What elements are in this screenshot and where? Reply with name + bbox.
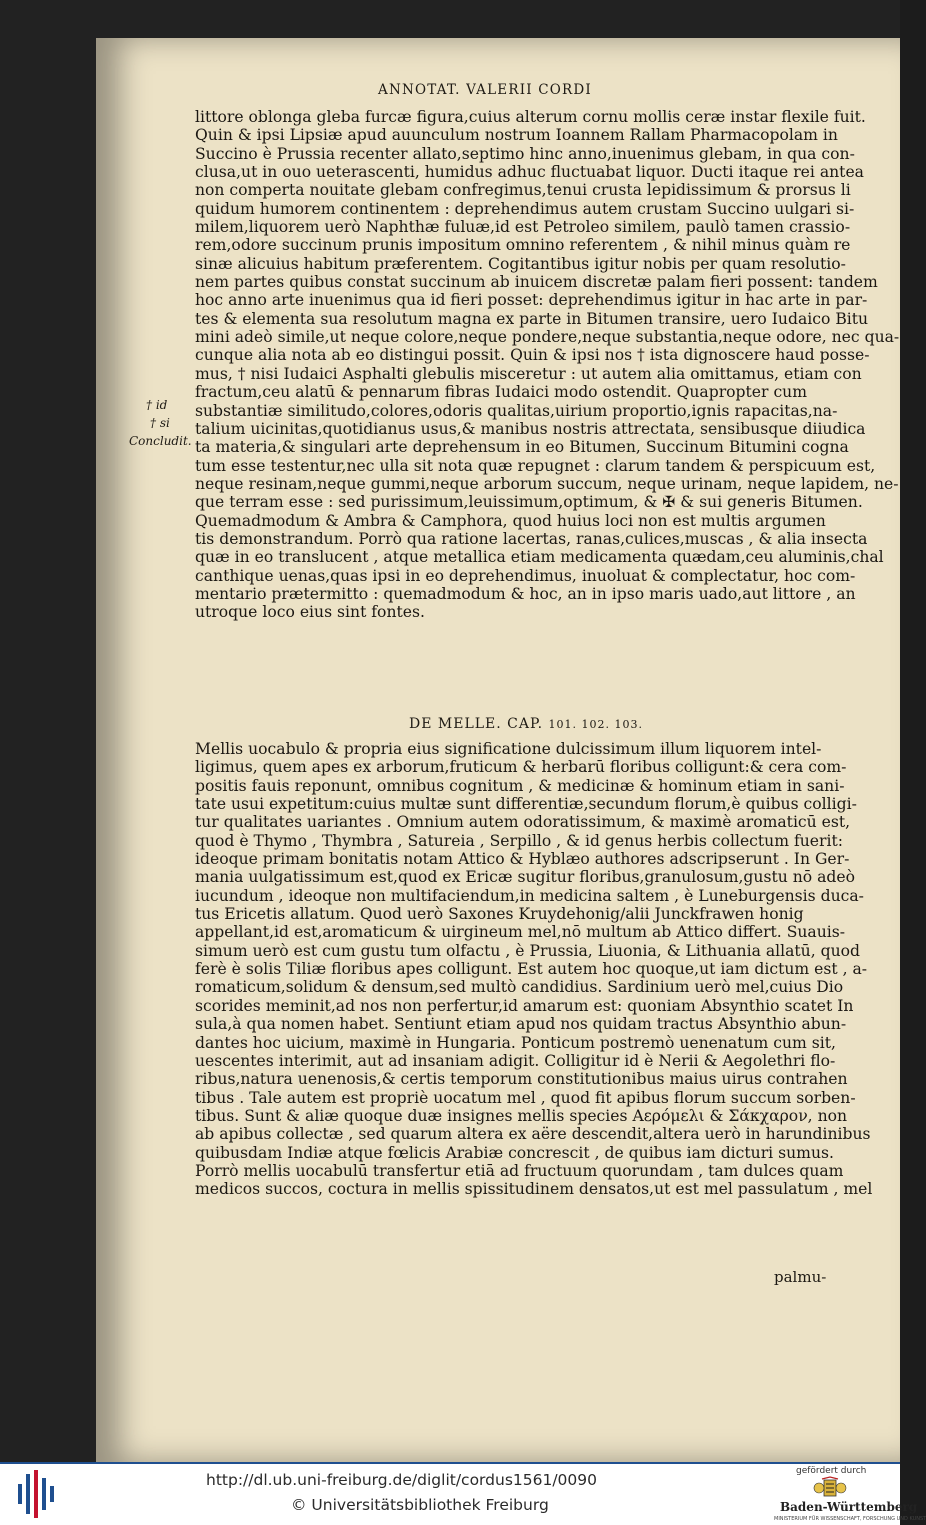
chapter-text-line: uescentes interimit, aut ad insaniam adigit. Colligitur id è Nerii & Aegolethri flo- (195, 1051, 836, 1070)
text-line: substantiæ similitudo,colores,odoris qualitas,uirium proportio,ignis rapacitas,na- (195, 401, 838, 420)
chapter-title: DE MELLE. CAP. (409, 716, 544, 732)
text-line: Succino è Prussia recenter allato,septimo hinc anno,inuenimus glebam, in qua con- (195, 144, 855, 163)
chapter-text-line: ideoque primam bonitatis notam Attico & Hyblæo authores adscripserunt . In Ger- (195, 850, 850, 869)
chapter-text-line: tus Ericetis allatum. Quod uerò Saxones Kruydehonig/alii Junckfrawen honig (195, 905, 804, 924)
chapter-text-line: ligimus, quem apes ex arborum,fruticum & herbarū floribus colligunt:& cera com- (195, 758, 847, 777)
chapter-text-line: dantes hoc uicium, maximè in Hungaria. Ponticum postremò uenenatum cum sit, (195, 1033, 837, 1052)
sponsor-label: gefördert durch (796, 1466, 867, 1476)
chapter-text-line: ferè è solis Tiliæ floribus apes colligunt. Est autem hoc quoque,ut iam dictum est , a- (195, 960, 868, 979)
text-line: mus, † nisi Iudaici Asphalti glebulis misceretur : ut autem alia omittamus, etiam con (195, 364, 862, 383)
chapter-text-line: Porrò mellis uocabulū transfertur etiā ad fructuum quorundam , tam dulces quam (195, 1161, 844, 1180)
sponsor-name: Baden-Württemberg (780, 1500, 918, 1514)
chapter-text-block (195, 740, 873, 1199)
text-line: littore oblonga gleba furcæ figura,cuius alterum cornu mollis ceræ instar flexile fuit. (195, 108, 866, 126)
text-line: utroque loco eius sint fontes. (195, 603, 425, 622)
sponsor-ministry: MINISTERIUM FÜR WISSENSCHAFT, FORSCHUNG UND KUNST (774, 1516, 926, 1522)
margin-note-concludit: Concludit. (129, 434, 192, 448)
permalink-url[interactable]: http://dl.ub.uni-freiburg.de/diglit/cordus1561/0090 (206, 1471, 598, 1489)
text-line: quæ in eo translucent , atque metallica etiam medicamenta quædam,ceu aluminis,chal (195, 548, 884, 567)
text-line: ta materia,& singulari arte deprehensum in eo Bitumen, Succinum Bitumini cogna (195, 438, 849, 457)
running-head: ANNOTAT. VALERII CORDI (378, 82, 592, 98)
text-line: Quemadmodum & Ambra & Camphora, quod huius loci non est multis argumen (195, 511, 826, 530)
chapter-text-line: quod è Thymo , Thymbra , Satureia , Serpillo , & id genus herbis collectum fuerit: (195, 831, 843, 850)
chapter-text-line: medicos succos, coctura in mellis spissitudinem densatos,ut est mel passulatum , mel (195, 1180, 873, 1199)
text-line: clusa,ut in ouo ueterascenti, humidus adhuc fluctuabat liquor. Ducti itaque rei antea (195, 163, 864, 182)
chapter-text-line: iucundum , ideoque non multifaciendum,in medicina saltem , è Luneburgensis duca- (195, 886, 864, 905)
text-line: tes & elementa sua resolutum magna ex parte in Bitumen transire, uero Iudaico Bitu (195, 309, 869, 328)
chapter-text-line: tate usui expetitum:cuius multæ sunt differentiæ,secundum florum,è quibus colligi- (195, 795, 857, 814)
ub-freiburg-logo-icon (18, 1470, 58, 1518)
chapter-text-line: Mellis uocabulo & propria eius significatione dulcissimum illum liquorem intel- (195, 740, 822, 758)
text-line: Quin & ipsi Lipsiæ apud auunculum nostrum Ioannem Rallam Pharmacopolam in (195, 126, 838, 145)
viewer-footer (0, 1462, 926, 1525)
footer-rule (0, 1462, 900, 1464)
margin-note-id: † id (146, 398, 168, 412)
text-line: fractum,ceu alatū & pennarum fibras Iudaici modo ostendit. Quapropter cum (195, 383, 808, 402)
text-line: non comperta nouitate glebam confregimus,tenui crusta lepidissimum & prorsus li (195, 181, 851, 200)
text-line: mini adeò simile,ut neque colore,neque pondere,neque substantia,neque odore, nec qua- (195, 328, 900, 347)
text-line: sinæ alicuius habitum præferentem. Cogitantibus igitur nobis per quam resolutio- (195, 254, 846, 273)
chapter-text-line: sula,à qua nomen habet. Sentiunt etiam apud nos quidam tractus Absynthio abun- (195, 1015, 847, 1034)
chapter-text-line: romaticum,solidum & densum,sed multò candidius. Sardinium uerò mel,cuius Dio (195, 978, 844, 997)
text-line: tis demonstrandum. Porrò qua ratione lacertas, ranas,culices,muscas , & alia insecta (195, 529, 868, 548)
text-line: cunque alia nota ab eo distingui possit. Quin & ipsi nos † ista dignoscere haud posse- (195, 346, 870, 365)
chapter-text-line: ab apibus collectæ , sed quarum altera ex aëre descendit,altera uerò in harundinibus (195, 1125, 871, 1144)
text-line: rem,odore succinum prunis impositum omnino referentem , & nihil minus quàm re (195, 236, 851, 255)
chapter-text-line: positis fauis reponunt, omnibus cognitum , & medicinæ & hominum etiam in sani- (195, 776, 845, 795)
text-line: nem partes quibus constat succinum ab inuicem discretæ palam fieri possent: tandem (195, 273, 878, 292)
text-line: neque resinam,neque gummi,neque arborum succum, neque urinam, neque lapidem, ne- (195, 474, 899, 493)
text-line: milem,liquorem uerò Naphthæ fuluæ,id est Petroleo similem, paulò tamen crassio- (195, 218, 851, 237)
chapter-text-line: tibus . Tale autem est propriè uocatum mel , quod fit apibus florum succum sorben- (195, 1088, 856, 1107)
chapter-text-line: tibus. Sunt & aliæ quoque duæ insignes mellis species Αερόμελι & Σάκχαρον, non (195, 1106, 848, 1125)
sponsor-block (760, 1466, 926, 1524)
chapter-text-line: tur qualitates uariantes . Omnium autem odoratissimum, & maximè aromaticū est, (195, 813, 851, 832)
catchword: palmu- (774, 1268, 827, 1286)
text-line: que terram esse : sed purissimum,leuissimum,optimum, & ✠ & sui generis Bitumen. (195, 493, 863, 512)
text-line: quidum humorem continentem : deprehendimus autem crustam Succino uulgari si- (195, 199, 855, 218)
chapter-text-line: quibusdam Indiæ atque fœlicis Arabiæ concrescit , de quibus iam dicturi sumus. (195, 1143, 834, 1162)
chapter-numbers: 101. 102. 103. (548, 718, 643, 731)
text-line: mentario prætermitto : quemadmodum & hoc, an in ipso maris uado,aut littore , an (195, 584, 856, 603)
baden-wuerttemberg-crest-icon (810, 1478, 850, 1500)
chapter-text-line: mania uulgatissimum est,quod ex Ericæ sugitur floribus,granulosum,gustu nō adeò (195, 868, 856, 887)
text-line: canthique uenas,quas ipsi in eo deprehendimus, inuoluat & complectatur, hoc com- (195, 566, 856, 585)
chapter-text-line: simum uerò est cum gustu tum olfactu , è Prussia, Liuonia, & Lithuania allatū, quod (195, 941, 861, 960)
chapter-text-line: ribus,natura uenenosis,& certis temporum constitutionibus maius uirus contrahen (195, 1070, 848, 1089)
text-line: tum esse testentur,nec ulla sit nota quæ repugnet : clarum tandem & perspicuum est, (195, 456, 876, 475)
copyright-text: © Universitätsbibliothek Freiburg (291, 1496, 549, 1514)
chapter-text-line: appellant,id est,aromaticum & uirgineum mel,nō multum ab Attico differt. Suauis- (195, 923, 846, 942)
text-line: talium uicinitas,quotidianus usus,& manibus nostris attrectata, sensibusque diiudica (195, 419, 866, 438)
text-line: hoc anno arte inuenimus qua id fieri posset: deprehendimus igitur in hac arte in par- (195, 291, 868, 310)
chapter-heading (409, 716, 643, 732)
margin-note-si: † si (150, 416, 170, 430)
main-text-block (195, 108, 900, 622)
chapter-text-line: scorides meminit,ad nos non perfertur,id amarum est: quoniam Absynthio scatet In (195, 996, 854, 1015)
